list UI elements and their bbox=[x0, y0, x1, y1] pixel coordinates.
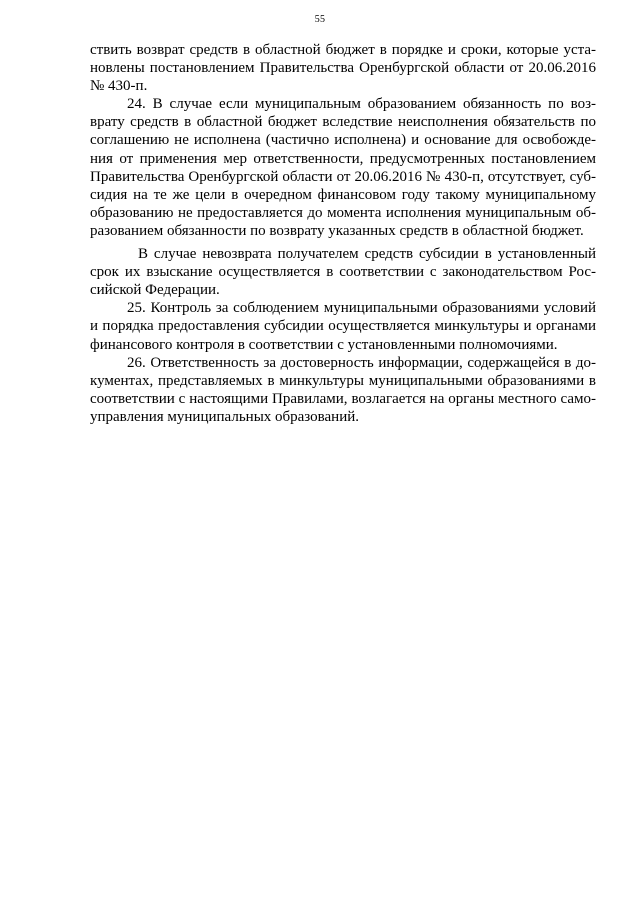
text-line: 24. В случае если муниципальным образованием обязанность по воз- bbox=[127, 96, 596, 113]
text-line: врату средств в областной бюджет вследствие неисполнения обязательств по bbox=[90, 114, 596, 131]
text-line: разованием обязанности по возврату указанных средств в областной бюджет. bbox=[90, 222, 584, 239]
text-line: 25. Контроль за соблюдением муниципальными образованиями условий bbox=[127, 300, 596, 317]
page-number: 55 bbox=[314, 14, 326, 25]
text-line: Правительства Оренбургской области от 20.06.2016 № 430-п, отсутствует, суб- bbox=[90, 168, 596, 185]
paragraph-26 bbox=[90, 354, 596, 426]
text-line: и порядка предоставления субсидии осуществляется минкультуры и органами bbox=[90, 318, 596, 335]
text-line: срок их взыскание осуществляется в соответствии с законодательством Рос- bbox=[90, 264, 596, 281]
text-line: кументах, представляемых в минкультуры муниципальными образованиями в bbox=[90, 372, 596, 389]
text-line: соглашению не исполнена (частично исполнена) и основание для освобожде- bbox=[90, 132, 596, 149]
text-line: сидия на те же цели в очередном финансовом году такому муниципальному bbox=[90, 186, 596, 203]
document-body bbox=[90, 41, 596, 426]
text-line: новлены постановлением Правительства Оренбургской области от 20.06.2016 bbox=[90, 60, 596, 77]
text-line: 26. Ответственность за достоверность информации, содержащейся в до- bbox=[127, 354, 596, 371]
paragraph-nonreturn bbox=[90, 245, 596, 299]
paragraph-24 bbox=[90, 95, 596, 240]
text-line: В случае невозврата получателем средств субсидии в установленный bbox=[138, 246, 596, 263]
text-line: ствить возврат средств в областной бюджет в порядке и сроки, которые уста- bbox=[90, 42, 596, 58]
text-line: ния от применения мер ответственности, предусмотренных постановлением bbox=[90, 150, 596, 167]
text-line: соответствии с настоящими Правилами, возлагается на органы местного само- bbox=[90, 390, 596, 407]
text-line: финансового контроля в соответствии с установленными полномочиями. bbox=[90, 336, 558, 353]
text-line: образованию не предоставляется до момента исполнения муниципальным об- bbox=[90, 204, 596, 221]
paragraph-25 bbox=[90, 299, 596, 353]
text-line: управления муниципальных образований. bbox=[90, 408, 360, 425]
paragraph-continuation bbox=[90, 41, 596, 95]
text-line: № 430-п. bbox=[90, 78, 148, 95]
text-line: сийской Федерации. bbox=[90, 282, 220, 299]
